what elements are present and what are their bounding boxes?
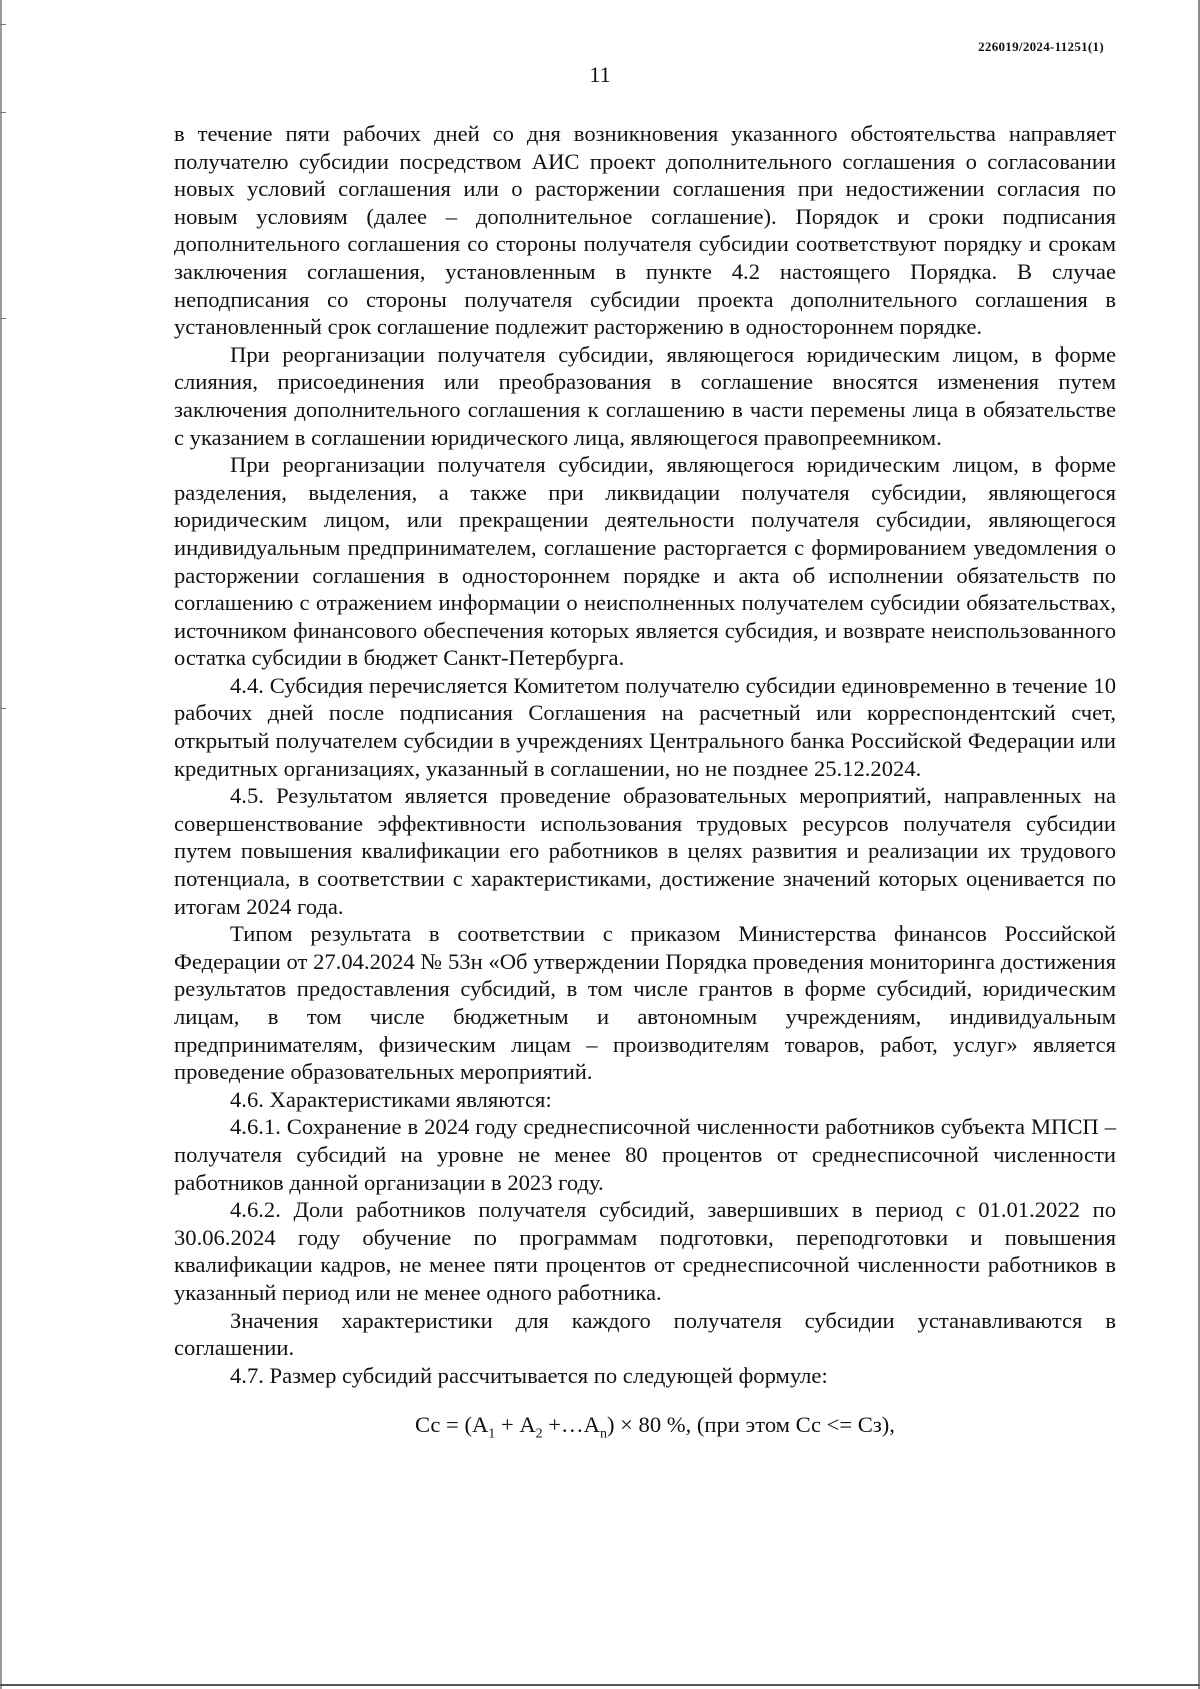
formula-dots: +…А (542, 1412, 600, 1438)
paragraph-4-4: 4.4. Субсидия перечисляется Комитетом получателю субсидии единовременно в течение 10 рабочих дней после подписания Соглашения на расчетный или корреспондентский счет, открытый получателем субсидии в учреждениях Центрального банка Российской Федерации или кредитных организациях, указанный в соглашении, но не позднее 25.12.2024. (174, 672, 1116, 781)
formula-sub-n: n (599, 1426, 607, 1442)
paragraph-continuation: в течение пяти рабочих дней со дня возникновения указанного обстоятельства направляет получателю субсидии посредством АИС проект дополнительного соглашения о согласовании новых условий соглашения или о расторжении соглашения при недостижении согласия по новым условиям (далее – дополнительное соглашение). Порядок и сроки подписания дополнительного соглашения со стороны получателя субсидии соответствуют порядку и срокам заключения соглашения, установленным в пункте 4.2 настоящего Порядка. В случае неподписания со стороны получателя субсидии проекта дополнительного соглашения в установленный срок соглашение подлежит расторжению в одностороннем порядке. (174, 121, 1116, 340)
formula-rest: ) × 80 %, (при этом Сс <= Сз), (606, 1412, 895, 1438)
formula-sub-1: 1 (488, 1426, 496, 1442)
paragraph-4-5: 4.5. Результатом является проведение образовательных мероприятий, направленных на совершенствование эффективности использования трудовых ресурсов получателя субсидии путем повышения квалификации его работников в целях развития и реализации их трудового потенциала, в соответствии с характеристиками, достижение значений которых оценивается по итогам 2024 года. (174, 783, 1116, 919)
document-code: 226019/2024-11251(1) (978, 39, 1104, 54)
document-body (174, 120, 1116, 1448)
paragraph-4-6: 4.6. Характеристиками являются: (230, 1086, 552, 1112)
scan-bottom-edge (0, 1684, 1200, 1686)
paragraph-reorganization-merger: При реорганизации получателя субсидии, являющегося юридическим лицом, в форме слияния, присоединения или преобразования в соглашение вносятся изменения путем заключения дополнительного соглашения к соглашению в части перемены лица в обязательстве с указанием в соглашении юридического лица, являющегося правопреемником. (174, 341, 1116, 450)
scan-tick (0, 708, 6, 709)
paragraph-4-7: 4.7. Размер субсидий рассчитывается по следующей формуле: (230, 1362, 828, 1388)
page-number: 11 (589, 62, 611, 87)
scan-tick (0, 24, 6, 25)
paragraph-result-type: Типом результата в соответствии с приказом Министерства финансов Российской Федерации от 27.04.2024 № 53н «Об утверждении Порядка проведения мониторинга достижения результатов предоставления субсидий, в том числе грантов в форме субсидий, юридическим лицам, в том числе бюджетным и автономным учреждениям, индивидуальным предпринимателям, физическим лицам – производителям товаров, работ, услуг» является проведение образовательных мероприятий. (174, 921, 1116, 1085)
paragraph-4-6-1: 4.6.1. Сохранение в 2024 году среднесписочной численности работников субъекта МПСП – получателя субсидий на уровне не менее 80 процентов от среднесписочной численности работников данной организации в 2023 году. (174, 1114, 1116, 1195)
formula-sub-2: 2 (535, 1426, 543, 1442)
formula-lhs: Сс = (А (415, 1412, 489, 1438)
paragraph-characteristic-values: Значения характеристики для каждого получателя субсидии устанавливаются в соглашении. (174, 1307, 1116, 1361)
scan-tick (0, 112, 6, 113)
paragraph-reorganization-division: При реорганизации получателя субсидии, являющегося юридическим лицом, в форме разделения, выделения, а также при ликвидации получателя субсидии, являющегося юридическим лицом, или прекращении деятельности получателя субсидии, являющегося индивидуальным предпринимателем, соглашение расторгается с формированием уведомления о расторжении соглашения в одностороннем порядке и акта об исполнении обязательств по соглашению с отражением информации о неисполненных получателем субсидии обязательствах, источником финансового обеспечения которых является субсидия, и возврате неиспользованного остатка субсидии в бюджет Санкт-Петербурга. (174, 452, 1116, 671)
subsidy-formula (174, 1411, 1116, 1448)
scan-left-edge (0, 0, 2, 1689)
scan-tick (0, 318, 6, 319)
paragraph-4-6-2: 4.6.2. Доли работников получателя субсидий, завершивших в период с 01.01.2022 по 30.06.2024 году обучение по программам подготовки, переподготовки и повышения квалификации кадров, не менее пяти процентов от среднесписочной численности работников в указанный период или не менее одного работника. (174, 1197, 1116, 1305)
formula-plus: + А (495, 1412, 536, 1438)
